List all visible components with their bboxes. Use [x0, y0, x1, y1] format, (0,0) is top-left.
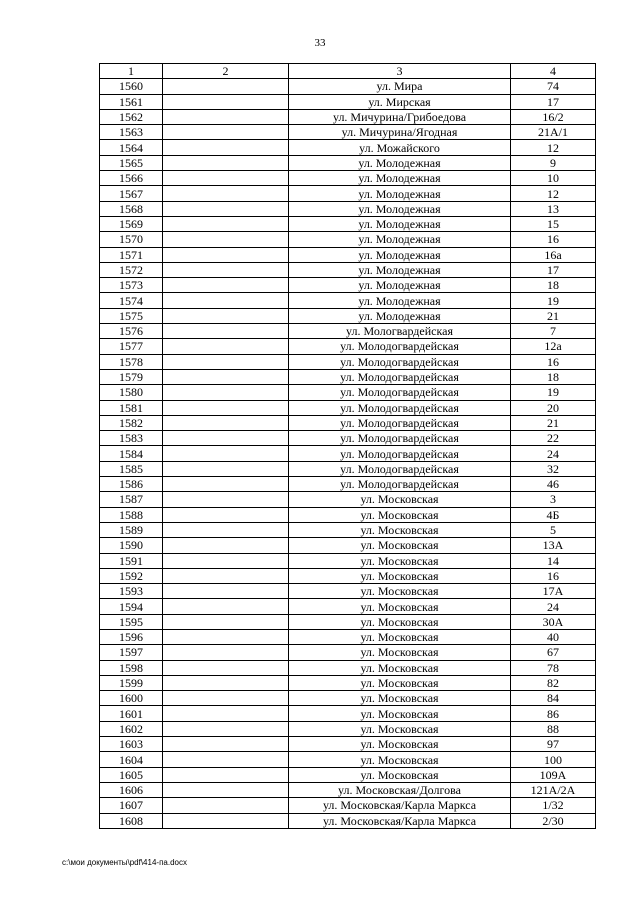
column-header-3: 3 [289, 64, 511, 79]
house-number-cell: 21А/1 [511, 125, 596, 140]
house-number-cell: 86 [511, 706, 596, 721]
street-cell: ул. Молодежная [289, 171, 511, 186]
table-row [100, 813, 596, 828]
house-number-cell: 100 [511, 752, 596, 767]
table-row [100, 446, 596, 461]
street-cell: ул. Московская/Долгова [289, 782, 511, 797]
row-number-cell: 1595 [100, 614, 163, 629]
table-row [100, 752, 596, 767]
house-number-cell: 12а [511, 339, 596, 354]
house-number-cell: 16 [511, 232, 596, 247]
row-number-cell: 1582 [100, 415, 163, 430]
column-2-cell [163, 813, 289, 828]
house-number-cell: 14 [511, 553, 596, 568]
column-2-cell [163, 706, 289, 721]
house-number-cell: 13А [511, 538, 596, 553]
row-number-cell: 1586 [100, 477, 163, 492]
house-number-cell: 3 [511, 492, 596, 507]
street-cell: ул. Московская [289, 706, 511, 721]
table-row [100, 568, 596, 583]
street-cell: ул. Московская [289, 584, 511, 599]
row-number-cell: 1562 [100, 109, 163, 124]
house-number-cell: 10 [511, 171, 596, 186]
table-row [100, 400, 596, 415]
row-number-cell: 1572 [100, 262, 163, 277]
column-2-cell [163, 798, 289, 813]
street-cell: ул. Московская [289, 675, 511, 690]
street-cell: ул. Молодежная [289, 308, 511, 323]
street-cell: ул. Московская/Карла Маркса [289, 798, 511, 813]
table-row [100, 324, 596, 339]
table-row [100, 782, 596, 797]
house-number-cell: 15 [511, 216, 596, 231]
column-2-cell [163, 278, 289, 293]
column-2-cell [163, 369, 289, 384]
column-2-cell [163, 400, 289, 415]
table-row [100, 94, 596, 109]
table-row [100, 461, 596, 476]
row-number-cell: 1605 [100, 767, 163, 782]
row-number-cell: 1599 [100, 675, 163, 690]
street-cell: ул. Молодогвардейская [289, 369, 511, 384]
house-number-cell: 7 [511, 324, 596, 339]
house-number-cell: 24 [511, 599, 596, 614]
table-row [100, 278, 596, 293]
column-2-cell [163, 461, 289, 476]
address-table [99, 63, 596, 829]
column-2-cell [163, 599, 289, 614]
table-row [100, 706, 596, 721]
column-2-cell [163, 477, 289, 492]
table-row [100, 216, 596, 231]
table-row [100, 614, 596, 629]
street-cell: ул. Московская [289, 629, 511, 644]
table-row [100, 721, 596, 736]
house-number-cell: 74 [511, 79, 596, 94]
column-2-cell [163, 308, 289, 323]
table-row [100, 538, 596, 553]
house-number-cell: 78 [511, 660, 596, 675]
row-number-cell: 1560 [100, 79, 163, 94]
row-number-cell: 1569 [100, 216, 163, 231]
row-number-cell: 1561 [100, 94, 163, 109]
street-cell: ул. Московская [289, 645, 511, 660]
table-row [100, 522, 596, 537]
house-number-cell: 109А [511, 767, 596, 782]
house-number-cell: 12 [511, 186, 596, 201]
column-2-cell [163, 721, 289, 736]
table-row [100, 369, 596, 384]
row-number-cell: 1565 [100, 155, 163, 170]
column-2-cell [163, 186, 289, 201]
column-2-cell [163, 385, 289, 400]
house-number-cell: 30А [511, 614, 596, 629]
column-2-cell [163, 782, 289, 797]
house-number-cell: 16 [511, 568, 596, 583]
row-number-cell: 1588 [100, 507, 163, 522]
column-header-4: 4 [511, 64, 596, 79]
row-number-cell: 1598 [100, 660, 163, 675]
table-row [100, 186, 596, 201]
house-number-cell: 82 [511, 675, 596, 690]
house-number-cell: 12 [511, 140, 596, 155]
column-2-cell [163, 339, 289, 354]
house-number-cell: 17А [511, 584, 596, 599]
street-cell: ул. Московская [289, 538, 511, 553]
table-header-row [100, 64, 596, 79]
column-2-cell [163, 155, 289, 170]
footer-file-path: c:\мои документы\pdf\414-па.docx [62, 858, 187, 867]
street-cell: ул. Московская [289, 568, 511, 583]
table-row [100, 507, 596, 522]
street-cell: ул. Московская [289, 660, 511, 675]
house-number-cell: 21 [511, 415, 596, 430]
street-cell: ул. Московская [289, 767, 511, 782]
row-number-cell: 1583 [100, 431, 163, 446]
house-number-cell: 4Б [511, 507, 596, 522]
street-cell: ул. Мологвардейская [289, 324, 511, 339]
table-row [100, 599, 596, 614]
table-row [100, 798, 596, 813]
table-row [100, 645, 596, 660]
column-2-cell [163, 645, 289, 660]
column-2-cell [163, 232, 289, 247]
column-2-cell [163, 201, 289, 216]
house-number-cell: 97 [511, 737, 596, 752]
house-number-cell: 24 [511, 446, 596, 461]
column-2-cell [163, 79, 289, 94]
row-number-cell: 1584 [100, 446, 163, 461]
table-row [100, 584, 596, 599]
row-number-cell: 1570 [100, 232, 163, 247]
column-2-cell [163, 675, 289, 690]
street-cell: ул. Мичурина/Грибоедова [289, 109, 511, 124]
house-number-cell: 16/2 [511, 109, 596, 124]
house-number-cell: 16а [511, 247, 596, 262]
house-number-cell: 1/32 [511, 798, 596, 813]
house-number-cell: 17 [511, 262, 596, 277]
column-2-cell [163, 446, 289, 461]
row-number-cell: 1608 [100, 813, 163, 828]
table-row [100, 171, 596, 186]
street-cell: ул. Молодежная [289, 232, 511, 247]
row-number-cell: 1592 [100, 568, 163, 583]
row-number-cell: 1573 [100, 278, 163, 293]
column-2-cell [163, 415, 289, 430]
row-number-cell: 1568 [100, 201, 163, 216]
column-2-cell [163, 538, 289, 553]
house-number-cell: 19 [511, 385, 596, 400]
column-2-cell [163, 752, 289, 767]
table-row [100, 767, 596, 782]
row-number-cell: 1597 [100, 645, 163, 660]
row-number-cell: 1587 [100, 492, 163, 507]
table-row [100, 354, 596, 369]
column-2-cell [163, 522, 289, 537]
house-number-cell: 67 [511, 645, 596, 660]
street-cell: ул. Молодогвардейская [289, 446, 511, 461]
row-number-cell: 1580 [100, 385, 163, 400]
column-2-cell [163, 247, 289, 262]
street-cell: ул. Московская [289, 614, 511, 629]
row-number-cell: 1601 [100, 706, 163, 721]
street-cell: ул. Молодогвардейская [289, 339, 511, 354]
house-number-cell: 20 [511, 400, 596, 415]
row-number-cell: 1567 [100, 186, 163, 201]
column-2-cell [163, 94, 289, 109]
table-row [100, 339, 596, 354]
column-2-cell [163, 216, 289, 231]
street-cell: ул. Молодогвардейская [289, 431, 511, 446]
street-cell: ул. Молодогвардейская [289, 477, 511, 492]
column-header-1: 1 [100, 64, 163, 79]
street-cell: ул. Молодежная [289, 262, 511, 277]
table-row [100, 308, 596, 323]
house-number-cell: 19 [511, 293, 596, 308]
street-cell: ул. Молодежная [289, 293, 511, 308]
row-number-cell: 1606 [100, 782, 163, 797]
table-row [100, 660, 596, 675]
street-cell: ул. Московская [289, 522, 511, 537]
row-number-cell: 1566 [100, 171, 163, 186]
table-row [100, 293, 596, 308]
table-row [100, 262, 596, 277]
column-2-cell [163, 568, 289, 583]
table-row [100, 79, 596, 94]
street-cell: ул. Можайского [289, 140, 511, 155]
house-number-cell: 5 [511, 522, 596, 537]
row-number-cell: 1563 [100, 125, 163, 140]
street-cell: ул. Мирская [289, 94, 511, 109]
row-number-cell: 1574 [100, 293, 163, 308]
row-number-cell: 1575 [100, 308, 163, 323]
street-cell: ул. Московская/Карла Маркса [289, 813, 511, 828]
column-2-cell [163, 492, 289, 507]
street-cell: ул. Московская [289, 492, 511, 507]
column-2-cell [163, 140, 289, 155]
table-row [100, 477, 596, 492]
row-number-cell: 1603 [100, 737, 163, 752]
table-row [100, 492, 596, 507]
page-number: 33 [314, 37, 326, 49]
column-2-cell [163, 293, 289, 308]
street-cell: ул. Молодогвардейская [289, 354, 511, 369]
row-number-cell: 1607 [100, 798, 163, 813]
street-cell: ул. Молодежная [289, 201, 511, 216]
row-number-cell: 1578 [100, 354, 163, 369]
house-number-cell: 40 [511, 629, 596, 644]
table-row [100, 140, 596, 155]
house-number-cell: 46 [511, 477, 596, 492]
street-cell: ул. Молодогвардейская [289, 400, 511, 415]
column-2-cell [163, 584, 289, 599]
column-2-cell [163, 354, 289, 369]
row-number-cell: 1589 [100, 522, 163, 537]
column-2-cell [163, 660, 289, 675]
table-row [100, 201, 596, 216]
house-number-cell: 88 [511, 721, 596, 736]
column-2-cell [163, 767, 289, 782]
table-row [100, 247, 596, 262]
house-number-cell: 121А/2А [511, 782, 596, 797]
street-cell: ул. Мира [289, 79, 511, 94]
row-number-cell: 1591 [100, 553, 163, 568]
column-header-2: 2 [163, 64, 289, 79]
column-2-cell [163, 324, 289, 339]
house-number-cell: 17 [511, 94, 596, 109]
street-cell: ул. Московская [289, 721, 511, 736]
row-number-cell: 1590 [100, 538, 163, 553]
table-row [100, 232, 596, 247]
house-number-cell: 21 [511, 308, 596, 323]
row-number-cell: 1600 [100, 691, 163, 706]
row-number-cell: 1576 [100, 324, 163, 339]
row-number-cell: 1596 [100, 629, 163, 644]
column-2-cell [163, 691, 289, 706]
row-number-cell: 1594 [100, 599, 163, 614]
table-row [100, 155, 596, 170]
street-cell: ул. Московская [289, 691, 511, 706]
table-row [100, 675, 596, 690]
table-row [100, 125, 596, 140]
house-number-cell: 2/30 [511, 813, 596, 828]
column-2-cell [163, 553, 289, 568]
table-row [100, 431, 596, 446]
column-2-cell [163, 125, 289, 140]
house-number-cell: 18 [511, 369, 596, 384]
row-number-cell: 1593 [100, 584, 163, 599]
house-number-cell: 18 [511, 278, 596, 293]
house-number-cell: 32 [511, 461, 596, 476]
table-body [100, 79, 596, 829]
column-2-cell [163, 507, 289, 522]
house-number-cell: 13 [511, 201, 596, 216]
row-number-cell: 1585 [100, 461, 163, 476]
column-2-cell [163, 171, 289, 186]
street-cell: ул. Молодежная [289, 278, 511, 293]
street-cell: ул. Молодежная [289, 216, 511, 231]
house-number-cell: 84 [511, 691, 596, 706]
table-row [100, 415, 596, 430]
column-2-cell [163, 614, 289, 629]
column-2-cell [163, 737, 289, 752]
column-2-cell [163, 629, 289, 644]
table-row [100, 691, 596, 706]
row-number-cell: 1602 [100, 721, 163, 736]
table-row [100, 737, 596, 752]
house-number-cell: 16 [511, 354, 596, 369]
street-cell: ул. Молодогвардейская [289, 415, 511, 430]
street-cell: ул. Московская [289, 507, 511, 522]
house-number-cell: 22 [511, 431, 596, 446]
street-cell: ул. Молодежная [289, 247, 511, 262]
street-cell: ул. Московская [289, 553, 511, 568]
row-number-cell: 1579 [100, 369, 163, 384]
street-cell: ул. Московская [289, 752, 511, 767]
column-2-cell [163, 109, 289, 124]
table-row [100, 109, 596, 124]
row-number-cell: 1581 [100, 400, 163, 415]
street-cell: ул. Молодогвардейская [289, 385, 511, 400]
street-cell: ул. Мичурина/Ягодная [289, 125, 511, 140]
row-number-cell: 1564 [100, 140, 163, 155]
row-number-cell: 1571 [100, 247, 163, 262]
street-cell: ул. Молодежная [289, 155, 511, 170]
street-cell: ул. Молодогвардейская [289, 461, 511, 476]
row-number-cell: 1604 [100, 752, 163, 767]
street-cell: ул. Московская [289, 599, 511, 614]
table-row [100, 553, 596, 568]
row-number-cell: 1577 [100, 339, 163, 354]
street-cell: ул. Московская [289, 737, 511, 752]
house-number-cell: 9 [511, 155, 596, 170]
table-row [100, 385, 596, 400]
column-2-cell [163, 262, 289, 277]
street-cell: ул. Молодежная [289, 186, 511, 201]
column-2-cell [163, 431, 289, 446]
table-row [100, 629, 596, 644]
